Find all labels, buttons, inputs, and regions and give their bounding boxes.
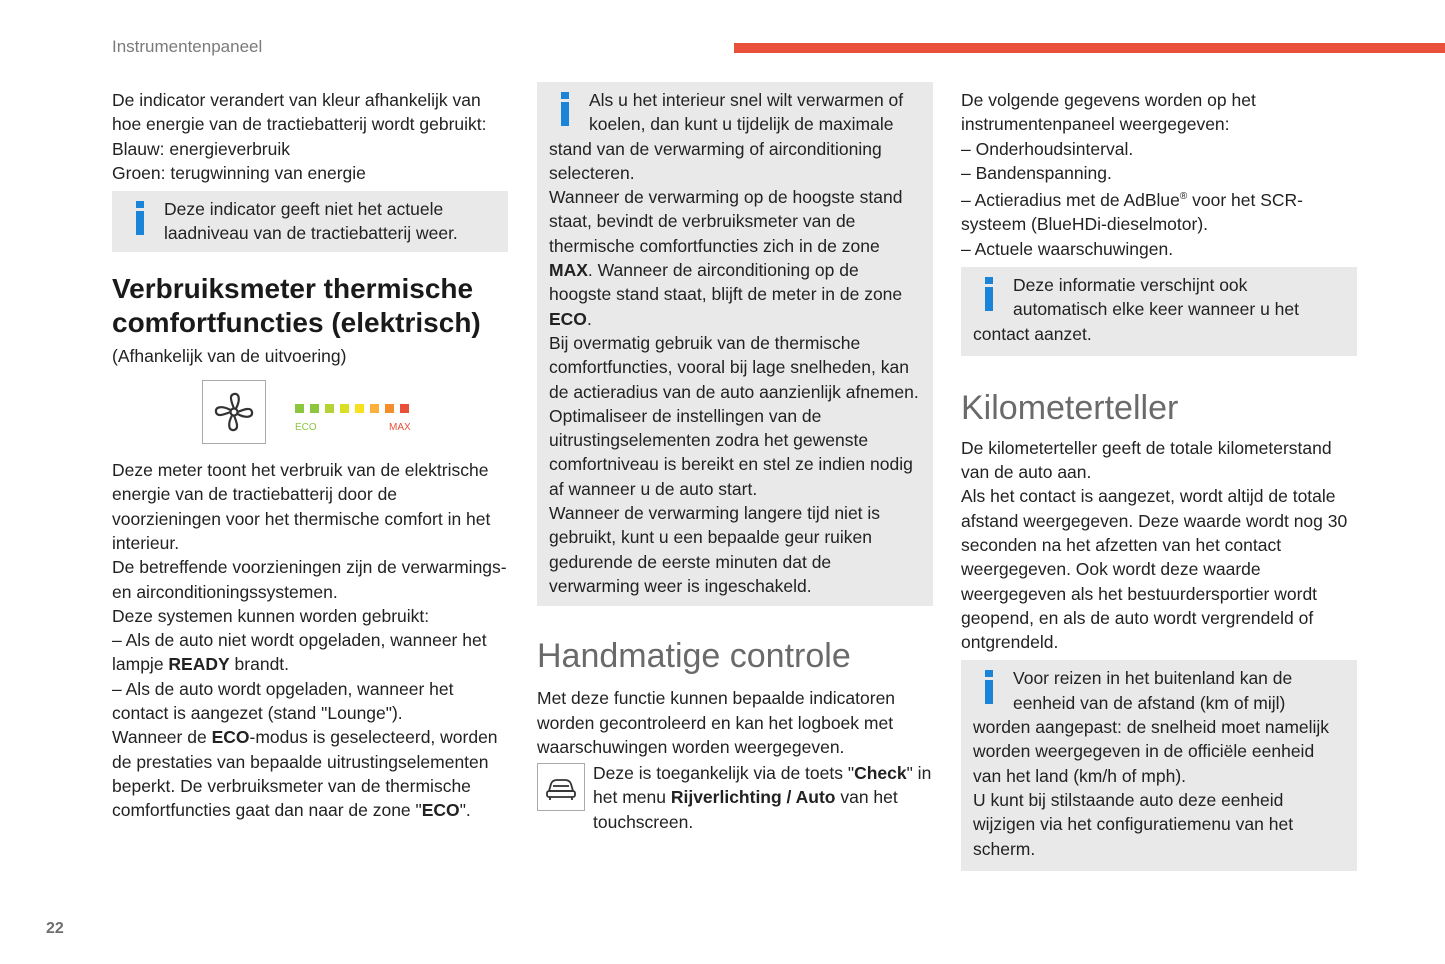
gauge-segment bbox=[385, 404, 394, 413]
section-heading: Handmatige controle bbox=[537, 637, 851, 676]
info-text: Deze informatie verschijnt ook automatisch elke keer wanneer u het contact aanzet. bbox=[973, 274, 1299, 344]
info-text: Wanneer de verwarming langere tijd niet is gebruikt, kunt u een bepaalde geur ruiken gedurende de eerste minuten dat de verwarming weer is ingeschakeld. bbox=[549, 503, 881, 596]
check-paragraph: Deze is toegankelijk via de toets "Check" in het menu Rijverlichting / Auto van het touchscreen. bbox=[537, 761, 933, 834]
gauge-eco-label: ECO bbox=[295, 422, 317, 434]
intro-text: De indicator verandert van kleur afhankelijk van hoe energie van de tractiebatterij wordt gebruikt: bbox=[112, 90, 487, 135]
gauge-segment bbox=[370, 404, 379, 413]
gauge-segment bbox=[310, 404, 319, 413]
info-box bbox=[537, 82, 933, 606]
gauge-segment bbox=[400, 404, 409, 413]
info-text: Deze indicator geeft niet het actuele laadniveau van de tractiebatterij weer. bbox=[164, 199, 458, 244]
column-3 bbox=[961, 88, 1357, 871]
column-2 bbox=[537, 82, 933, 834]
section-heading: Verbruiksmeter thermische comfortfuncties (elektrisch) bbox=[112, 272, 481, 338]
gauge-max-label: MAX bbox=[389, 422, 411, 434]
info-box bbox=[112, 191, 508, 252]
bullet-item: – Als de auto wordt opgeladen, wanneer het contact is aangezet (stand "Lounge"). bbox=[112, 678, 454, 724]
column-1 bbox=[112, 88, 508, 823]
body-paragraph: Met deze functie kunnen bepaalde indicatoren worden gecontroleerd en kan het logboek met waarschuwingen worden weergegeven. bbox=[537, 688, 896, 757]
car-check-icon bbox=[537, 763, 585, 811]
header-accent-bar bbox=[734, 43, 1445, 53]
body-paragraph: Als het contact is aangezet, wordt altijd de totale afstand weergegeven. Deze waarde wordt nog 30 seconden na het afzetten van het contact weergegeven. Ook wordt deze waarde weergegeven als het bestuurdersportier wordt geopend, en als de auto wordt vergrendeld of ontgrendeld. bbox=[961, 486, 1348, 653]
page-number: 22 bbox=[46, 920, 64, 937]
gauge-segment bbox=[325, 404, 334, 413]
info-text: U kunt bij stilstaande auto deze eenheid wijzigen via het configuratiemenu van het scherm. bbox=[973, 789, 1294, 859]
info-text: Wanneer de verwarming op de hoogste stand staat, bevindt de verbruiksmeter van de thermische comfortfuncties zich in de zone MAX. Wanneer de airconditioning op de hoogste stand staat, blijft de meter in de zone ECO. bbox=[549, 187, 903, 329]
intro-green: Groen: terugwinning van energie bbox=[112, 162, 366, 183]
info-text: Optimaliseer de instellingen van de uitrustingselementen zodra het gewenste comfortniveau is bereikt en stel ze indien nodig af wanneer u de auto start. bbox=[549, 405, 913, 499]
gauge-segment bbox=[355, 404, 364, 413]
fan-icon bbox=[202, 380, 266, 444]
info-icon bbox=[555, 92, 579, 130]
info-text: Bij overmatig gebruik van de thermische comfortfuncties, vooral bij lage snelheden, kan de actieradius van de auto aanzienlijk afnemen. bbox=[549, 332, 919, 402]
body-paragraph: De betreffende voorzieningen zijn de verwarmings- en airconditioningssystemen. bbox=[112, 557, 507, 602]
intro-text: De volgende gegevens worden op het instrumentenpaneel weergegeven: bbox=[961, 90, 1256, 135]
list-item: – Actuele waarschuwingen. bbox=[961, 238, 1174, 259]
info-icon bbox=[979, 277, 1003, 315]
section-subheading: (Afhankelijk van de uitvoering) bbox=[112, 345, 347, 366]
body-paragraph: De kilometerteller geeft de totale kilometerstand van de auto aan. bbox=[961, 437, 1332, 483]
list-item: – Actieradius met de AdBlue® voor het SCR-systeem (BlueHDi-dieselmotor). bbox=[961, 190, 1303, 235]
meter-illustration bbox=[112, 368, 508, 458]
info-icon bbox=[130, 201, 154, 239]
info-box bbox=[961, 267, 1357, 356]
bullet-item: – Als de auto niet wordt opgeladen, wanneer het lampje READY brandt. bbox=[112, 630, 487, 675]
info-box bbox=[961, 660, 1357, 870]
body-paragraph: Deze meter toont het verbruik van de elektrische energie van de tractiebatterij door de voorzieningen voor het thermische comfort in het interieur. bbox=[112, 460, 491, 553]
section-title: Instrumentenpaneel bbox=[112, 37, 263, 56]
section-heading: Kilometerteller bbox=[961, 388, 1179, 427]
info-text: Voor reizen in het buitenland kan de eenheid van de afstand (km of mijl) worden aangepast: de snelheid moet namelijk worden weergegeven in de officiële eenheid van het land (km/h of mph). bbox=[973, 668, 1330, 786]
info-icon bbox=[979, 670, 1003, 708]
gauge-segment bbox=[340, 404, 349, 413]
info-text: Als u het interieur snel wilt verwarmen of koelen, dan kunt u tijdelijk de maximale stand van de verwarming of airconditioning selecteren. bbox=[549, 90, 904, 183]
body-paragraph: Wanneer de ECO-modus is geselecteerd, worden de prestaties van bepaalde uitrustingselementen beperkt. De verbruiksmeter van de thermische comfortfuncties gaat dan naar de zone "ECO". bbox=[112, 727, 498, 821]
list-item: – Onderhoudsinterval. bbox=[961, 138, 1134, 159]
list-item: – Bandenspanning. bbox=[961, 162, 1112, 183]
gauge-segment bbox=[295, 404, 304, 413]
body-paragraph: Deze systemen kunnen worden gebruikt: bbox=[112, 605, 430, 626]
intro-blue: Blauw: energieverbruik bbox=[112, 138, 291, 159]
